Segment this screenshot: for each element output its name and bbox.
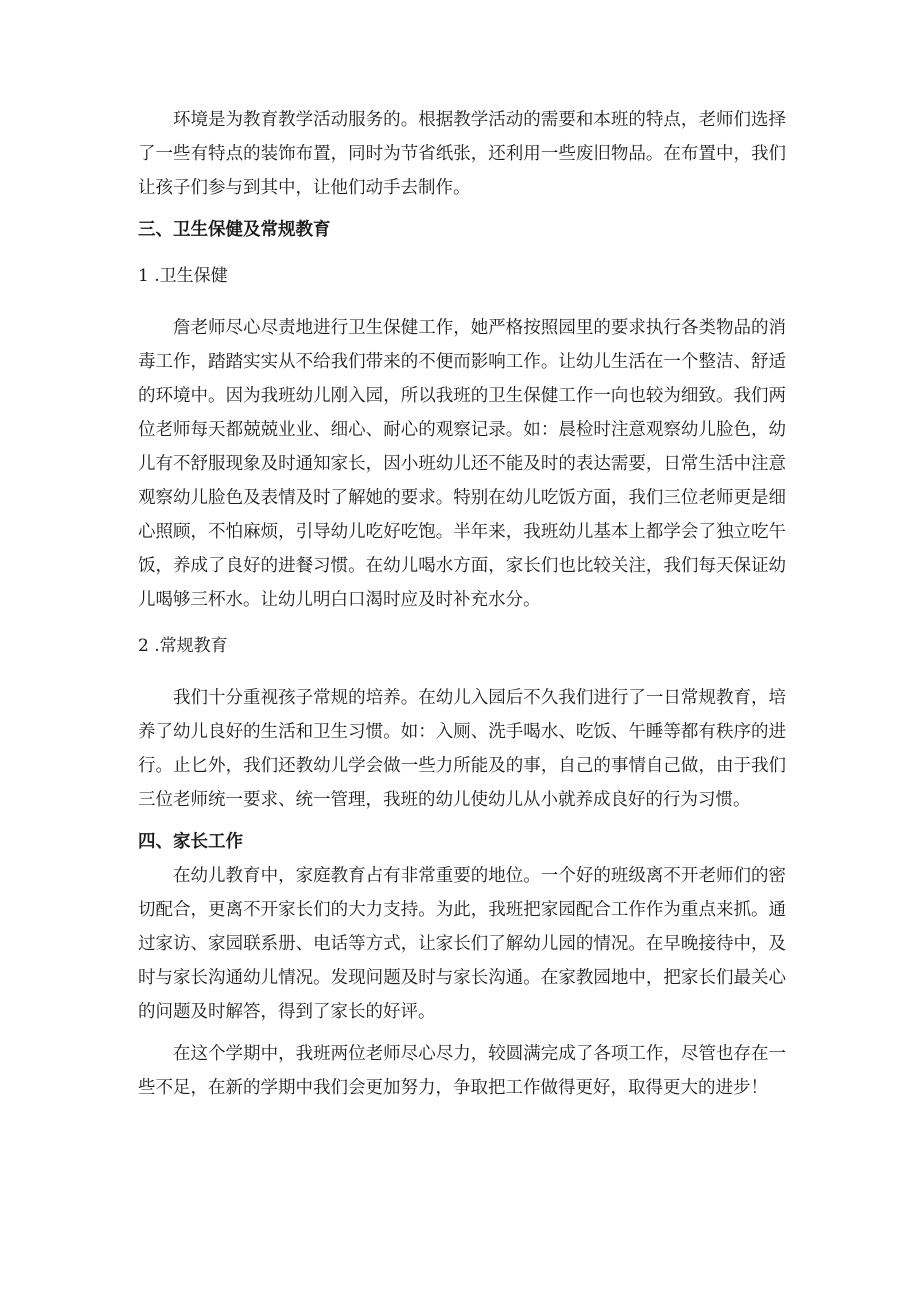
paragraph-routine-education: 我们十分重视孩子常规的培养。在幼儿入园后不久我们进行了一日常规教育，培养了幼儿良好的生活和卫生习惯。如：入厕、洗手喝水、吃饭、午睡等都有秩序的进行。止匕外，我们还教幼儿学会做一些力所能及的事，自己的事情自己做，由于我们三位老师统一要求、统一管理，我班的幼儿使幼儿从小就养成良好的行为习惯。: [138, 688, 786, 810]
section-heading-hygiene-routine: 三、卫生保健及常规教育: [138, 220, 331, 240]
paragraph-environment: 环境是为教育教学活动服务的。根据教学活动的需要和本班的特点，老师们选择了一些有特点的装饰布置，同时为节省纸张，还利用一些废旧物品。在布置中，我们让孩子们参与到其中，让他们动手去制作。: [138, 110, 786, 198]
paragraph-parent-work: 在幼儿教育中，家庭教育占有非常重要的地位。一个好的班级离不开老师们的密切配合，更离不开家长们的大力支持。为此，我班把家园配合工作作为重点来抓。通过家访、家园联系册、电话等方式，让家长们了解幼儿园的情况。在早晚接待中，及时与家长沟通幼儿情况。发现问题及时与家长沟通。在家教园地中，把家长们最关心的问题及时解答，得到了家长的好评。: [138, 866, 786, 1022]
section-heading-parent-work: 四、家长工作: [138, 832, 243, 852]
paragraph-conclusion: 在这个学期中，我班两位老师尽心尽力，较圆满完成了各项工作，尽管也存在一些不足，在新的学期中我们会更加努力，争取把工作做得更好，取得更大的进步！: [138, 1044, 786, 1098]
subheading-health-care: 1 .卫生保健: [138, 266, 228, 286]
document-page: [138, 103, 786, 1105]
subheading-routine-education: 2 .常规教育: [138, 636, 228, 656]
paragraph-health-care: 詹老师尽心尽责地进行卫生保健工作，她严格按照园里的要求执行各类物品的消毒工作，踏踏实实从不给我们带来的不便而影响工作。让幼儿生活在一个整洁、舒适的环境中。因为我班幼儿刚入园，所以我班的卫生保健工作一向也较为细致。我们两位老师每天都兢兢业业、细心、耐心的观察记录。如：晨检时注意观察幼儿脸色，幼儿有不舒服现象及时通知家长，因小班幼儿还不能及时的表达需要，日常生活中注意观察幼儿脸色及表情及时了解她的要求。特别在幼儿吃饭方面，我们三位老师更是细心照顾，不怕麻烦，引导幼儿吃好吃饱。半年来，我班幼儿基本上都学会了独立吃午饭，养成了良好的进餐习惯。在幼儿喝水方面，家长们也比较关注，我们每天保证幼儿喝够三杯水。让幼儿明白口渴时应及时补充水分。: [138, 318, 786, 610]
